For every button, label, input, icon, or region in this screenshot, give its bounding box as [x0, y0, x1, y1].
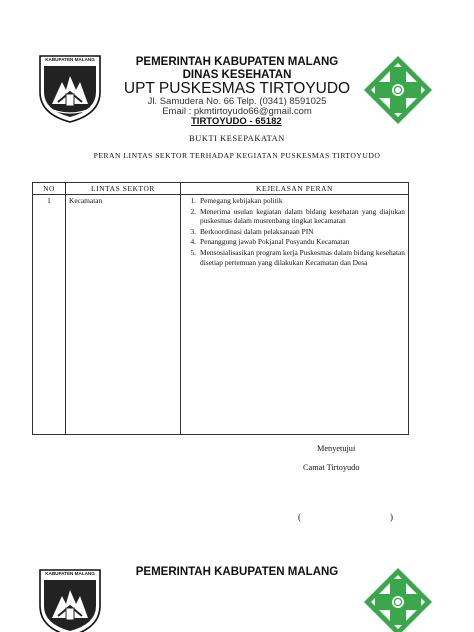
- header-line-3: UPT PUSKESMAS TIRTOYUDO: [123, 80, 351, 97]
- list-item: 1. Pemegang kebijakan politik: [190, 196, 283, 205]
- header-no: NO: [33, 183, 66, 195]
- row-sektor: Kecamatan: [66, 195, 181, 435]
- document-title: BUKTI KESEPAKATAN: [189, 134, 285, 143]
- header-email: Email : pkmtirtoyudo66@gmail.com: [162, 106, 312, 117]
- header-left-logo: [36, 52, 104, 124]
- header-line-2: DINAS KESEHATAN: [182, 69, 292, 81]
- list-item: 2. Menerima usulan kegiatan dalam bidang kesehatan yang diajukan puskesmas dalam musrenbang tingkat kecamatan: [190, 206, 405, 226]
- row-no: 1: [33, 195, 66, 435]
- signature-open-paren: (: [298, 512, 301, 522]
- list-item: 4. Penanggung jawab Pokjanal Posyandu Kecamatan: [190, 237, 350, 247]
- document-subtitle: PERAN LINTAS SEKTOR TERHADAP KEGIATAN PUSKESMAS TIRTOYUDO: [93, 151, 381, 160]
- table-header-row: [33, 183, 409, 195]
- footer-right-logo: [362, 566, 434, 632]
- header-left-logo-text: KABUPATEN MALANG: [45, 57, 95, 62]
- header-code: TIRTOYUDO - 65182: [191, 116, 282, 127]
- header-right-logo: [362, 54, 434, 126]
- signature-approved: Menyetujui: [317, 444, 356, 453]
- puskesmas-cross-icon: [362, 54, 434, 126]
- header-kejelasan-peran: KEJELASAN PERAN: [181, 183, 409, 195]
- header-lintas-sektor: LINTAS SEKTOR: [66, 183, 181, 195]
- list-item: 3. Berkoordinasi dalam pelaksanaan PIN: [190, 226, 314, 236]
- kabupaten-malang-emblem-icon: [36, 52, 104, 124]
- footer-left-logo-text: KABUPATEN MALANG: [45, 571, 95, 576]
- table-row: [33, 195, 409, 435]
- row-peran: [181, 195, 409, 435]
- footer-left-logo: [36, 566, 104, 632]
- list-item: 5. Mensosialisasikan program kerja Puskesmas dalam bidang kesehatan disetiap pertemuan yang dilakukan Kecamatan dan Desa: [190, 247, 405, 267]
- peran-list: [184, 196, 405, 267]
- role-table: [32, 182, 409, 435]
- signature-close-paren: ): [390, 512, 393, 522]
- footer-line-1: PEMERINTAH KABUPATEN MALANG: [135, 566, 339, 578]
- header-line-1: PEMERINTAH KABUPATEN MALANG: [135, 56, 339, 68]
- header-address: Jl. Samudera No. 66 Telp. (0341) 8591025: [147, 96, 327, 107]
- puskesmas-cross-icon: [362, 566, 434, 632]
- signature-role: Camat Tirtoyudo: [303, 463, 360, 472]
